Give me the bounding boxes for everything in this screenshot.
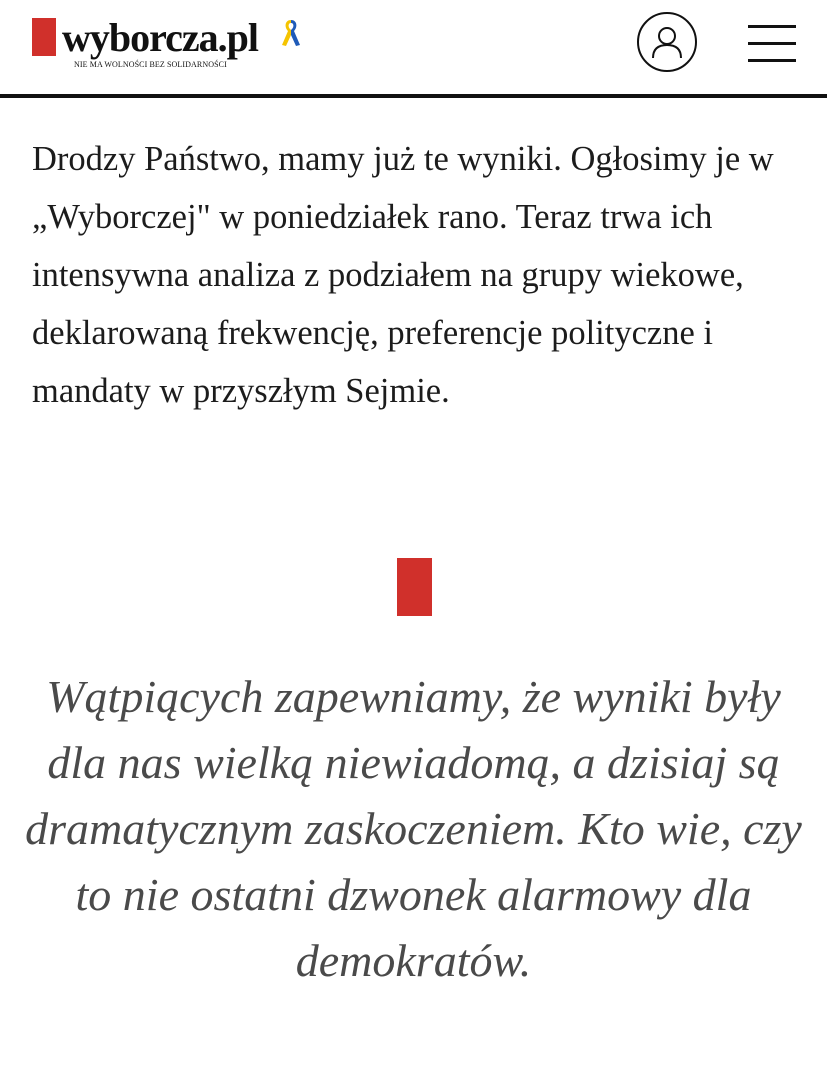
user-account-button[interactable] [637, 12, 697, 72]
hamburger-menu-icon [748, 59, 796, 62]
hamburger-menu-icon [748, 25, 796, 28]
site-header [0, 0, 827, 98]
section-divider-mark [397, 558, 432, 616]
hamburger-menu-icon [748, 42, 796, 45]
article-paragraph: Drodzy Państwo, mamy już te wyniki. Ogłosimy je w „Wyborczej" w poniedziałek rano. Teraz trwa ich intensywna analiza z podziałem na grupy wiekowe, deklarowaną frekwencję, preferencje polityczne i mandaty w przyszłym Sejmie. [32, 140, 774, 410]
user-icon [649, 24, 685, 60]
logo-tagline: NIE MA WOLNOŚCI BEZ SOLIDARNOŚCI [74, 60, 227, 69]
logo-wordmark: wyborcza.pl [62, 15, 259, 60]
menu-button[interactable] [748, 25, 796, 63]
logo-red-square [32, 18, 56, 56]
ukraine-ribbon-icon [279, 18, 303, 48]
site-logo[interactable] [32, 16, 312, 72]
pull-quote: Wątpiących zapewniamy, że wyniki były dla nas wielką niewiadomą, a dzisiaj są dramatycznym zaskoczeniem. Kto wie, czy to nie ostatni dzwonek alarmowy dla demokratów. [25, 671, 802, 986]
